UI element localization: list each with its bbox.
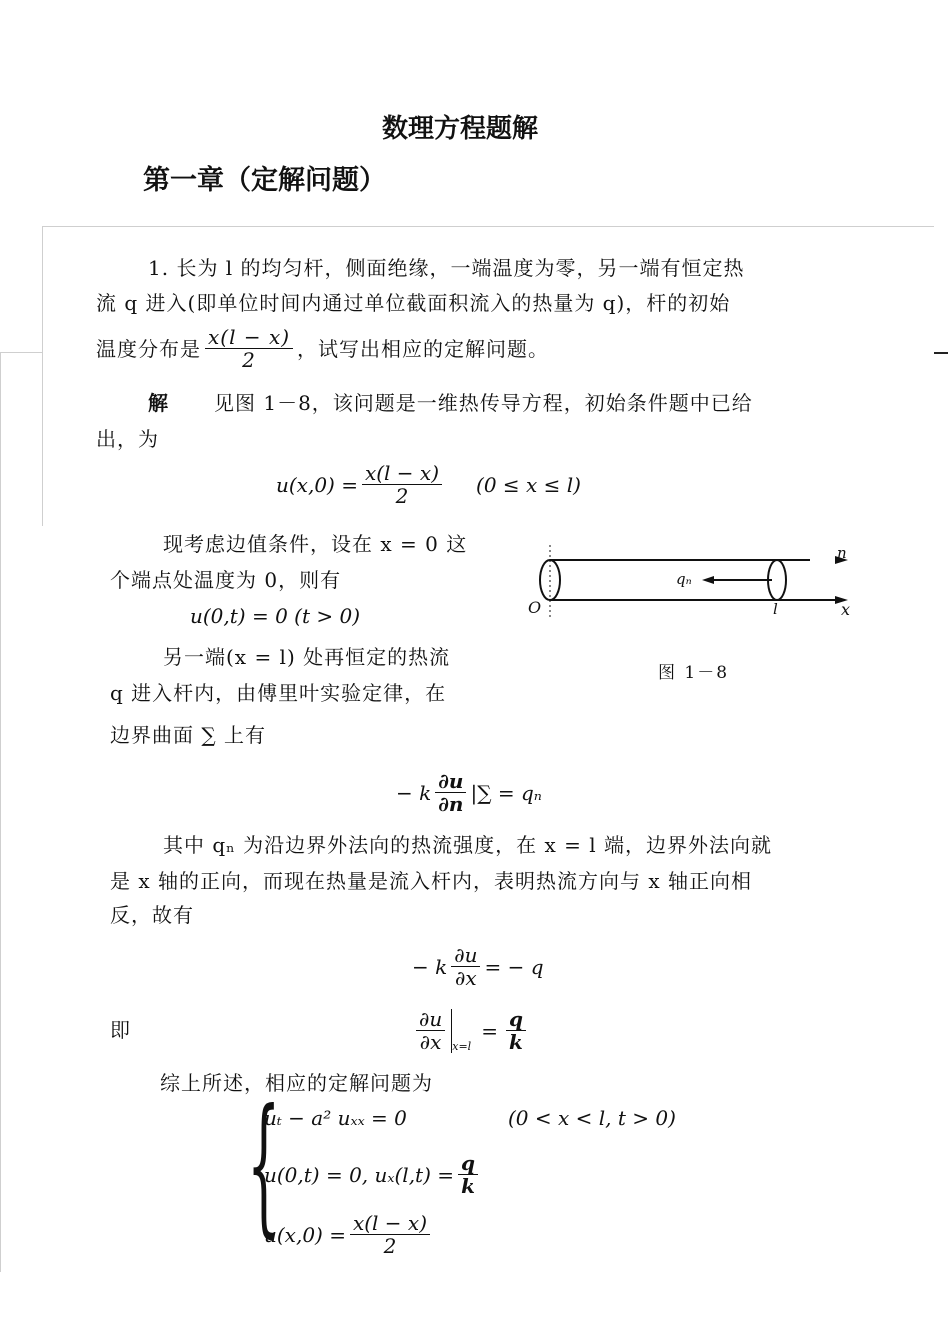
sys2-numerator: q — [458, 1152, 478, 1175]
figure-label-n: n — [837, 544, 847, 562]
sys3-fraction — [350, 1212, 430, 1257]
system-eq-1-condition: (0 < x < l, t > 0) — [508, 1106, 676, 1130]
eq3-numerator: ∂u — [435, 770, 466, 793]
sys3-numerator: x(l − x) — [350, 1212, 430, 1235]
system-eq-3 — [264, 1212, 434, 1257]
problem-line-1: 1. 长为 l 的均匀杆，侧面绝缘，一端温度为零，另一端有恒定热 — [148, 256, 745, 280]
para2-line-2: 个端点处温度为 0，则有 — [110, 568, 342, 592]
system-brace: { — [247, 1078, 281, 1252]
eq1-numerator: x(l − x) — [362, 462, 442, 485]
para4-line-3: 反，故有 — [110, 903, 194, 927]
problem-line-2: 流 q 进入(即单位时间内通过单位截面积流入的热量为 q)，杆的初始 — [96, 291, 731, 315]
para3-line-3: 边界曲面 ∑ 上有 — [110, 723, 266, 747]
eq5-rhs-numerator: q — [506, 1008, 526, 1031]
eq3-suffix: |∑ = qₙ — [470, 780, 542, 805]
system-eq-2 — [264, 1152, 482, 1197]
eq4-denominator: ∂x — [455, 966, 477, 990]
eq5-derivative — [416, 1008, 445, 1053]
frame-top-line — [42, 226, 934, 227]
figure-label-l: l — [773, 600, 778, 618]
frame-right-mark — [934, 352, 948, 354]
eq1-condition: (0 ≤ x ≤ l) — [476, 472, 581, 497]
chapter-heading: 第一章（定解问题） — [143, 165, 386, 196]
figure-label-qn: qₙ — [676, 570, 692, 588]
solution-label: 解 — [148, 391, 169, 415]
figure-label-origin: O — [528, 598, 542, 617]
sys2-denominator: k — [461, 1174, 475, 1198]
para4-line-1: 其中 qₙ 为沿边界外法向的热流强度，在 x = l 端，边界外法向就 — [163, 833, 773, 857]
system-eq-1: uₜ − a² uₓₓ = 0 — [264, 1106, 407, 1130]
fraction-numerator: x(l − x) — [205, 326, 293, 349]
eq5-subscript: x=l — [452, 1040, 472, 1053]
para2-line-1: 现考虑边值条件，设在 x = 0 这 — [163, 532, 468, 556]
eq4-prefix: − k — [412, 954, 448, 979]
eq5-rhs-fraction — [506, 1008, 526, 1053]
eq5-denominator: ∂x — [419, 1030, 442, 1054]
problem-line-3 — [96, 326, 549, 371]
para3-line-2: q 进入杆内，由傅里叶实验定律，在 — [110, 681, 447, 705]
document-title: 数理方程题解 — [381, 114, 538, 144]
eq5-rhs-denominator: k — [509, 1030, 523, 1054]
eq5-numerator: ∂u — [416, 1008, 445, 1031]
problem-line-3-prefix: 温度分布是 — [96, 336, 201, 361]
eq4-suffix: = − q — [484, 954, 544, 979]
eq1-lhs: u(x,0) = — [276, 472, 358, 497]
solution-line-2: 出，为 — [96, 427, 159, 451]
solution-line-1: 见图 1－8，该问题是一维热传导方程，初始条件题中已给 — [214, 391, 753, 415]
sys3-denominator: 2 — [383, 1234, 397, 1258]
sys3-lhs: u(x,0) = — [264, 1222, 346, 1247]
sys2-fraction — [458, 1152, 478, 1197]
para3-line-1: 另一端(x = l) 处再恒定的热流 — [163, 645, 451, 669]
figure-label-x: x — [841, 600, 851, 619]
initial-temp-fraction — [205, 326, 293, 371]
problem-line-3-suffix: ，试写出相应的定解问题。 — [297, 336, 550, 361]
eq4-derivative — [451, 944, 480, 989]
fraction-denominator: 2 — [242, 348, 256, 372]
frame-mid-line — [0, 352, 42, 353]
summary-line: 综上所述，相应的定解问题为 — [160, 1071, 433, 1095]
heat-flow-arrow-head — [702, 576, 714, 584]
eq1-fraction — [362, 462, 442, 507]
eq3-prefix: − k — [396, 780, 432, 805]
eq1-denominator: 2 — [395, 484, 409, 508]
equation-boundary-right — [412, 1008, 530, 1053]
eq5-equals: = — [481, 1018, 498, 1043]
equation-flux-x — [412, 944, 544, 989]
eq3-derivative — [435, 770, 466, 815]
equation-initial-condition — [276, 462, 581, 507]
frame-left-line-lower — [0, 352, 1, 1272]
ji-label: 即 — [110, 1018, 131, 1042]
frame-left-line — [42, 226, 43, 526]
sys2-lhs: u(0,t) = 0, uₓ(l,t) = — [264, 1162, 455, 1187]
equation-flux-normal — [396, 770, 542, 815]
eq4-numerator: ∂u — [451, 944, 480, 967]
equation-boundary-left: u(0,t) = 0 (t > 0) — [190, 604, 360, 628]
figure-caption: 图 1－8 — [658, 663, 730, 683]
eq3-denominator: ∂n — [438, 792, 464, 816]
para4-line-2: 是 x 轴的正向，而现在热量是流入杆内，表明热流方向与 x 轴正向相 — [110, 869, 752, 893]
